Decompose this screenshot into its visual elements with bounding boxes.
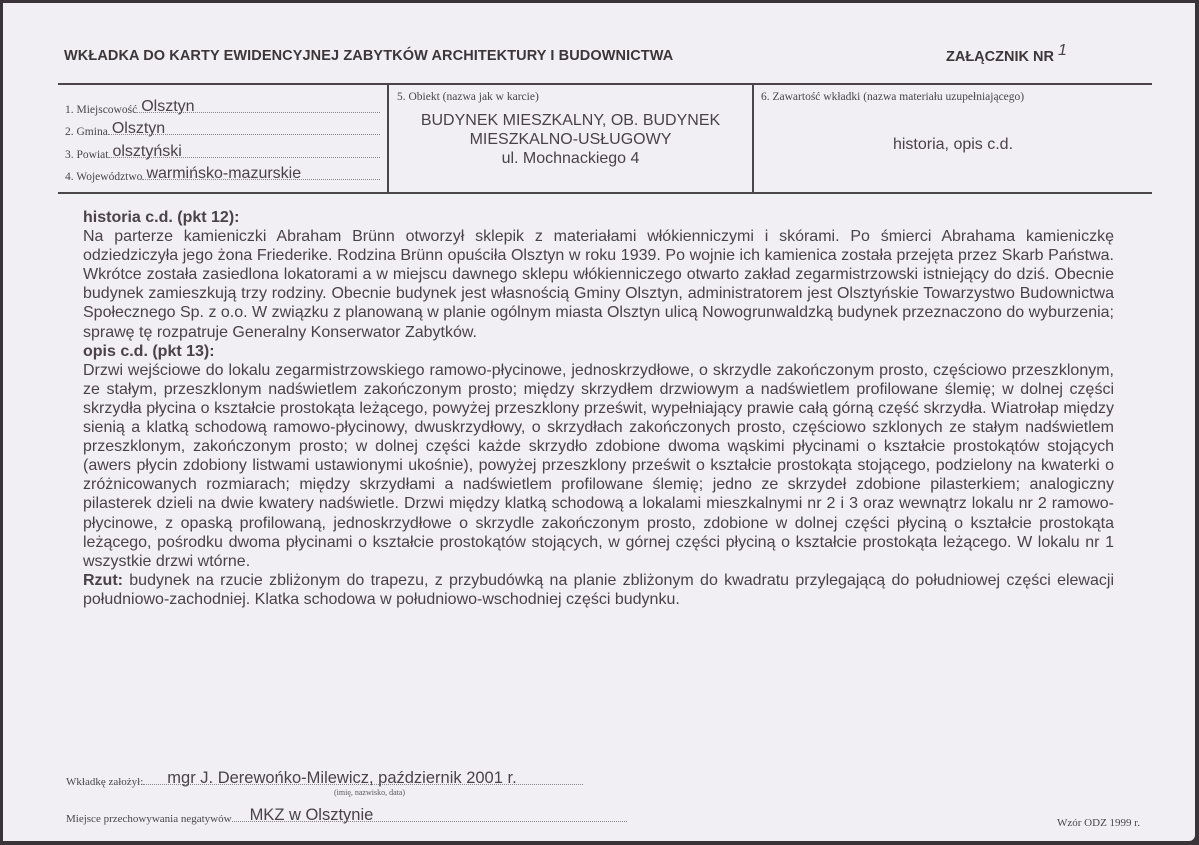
history-heading: historia c.d. (pkt 12): (83, 209, 240, 226)
negatives-value: MKZ w Olsztynie (249, 806, 374, 824)
object-address: ul. Mochnackiego 4 (501, 150, 640, 167)
field-value: Olsztyn (141, 98, 195, 115)
field-value: warmińsko-mazurskie (146, 165, 302, 182)
form-pattern-note: Wzór ODZ 1999 r. (1057, 817, 1141, 829)
author-value: mgr J. Derewońko-Milewicz, październik 2001 r. (167, 769, 517, 787)
object-name (389, 111, 752, 168)
plan-paragraph (83, 571, 1114, 609)
negatives-dotted-line (232, 803, 627, 822)
field-value: Olsztyn (111, 120, 166, 137)
description-heading: opis c.d. (pkt 13): (83, 342, 215, 360)
negatives-label: Miejsce przechowywania negatywów (66, 813, 232, 825)
field-label: 4. Województwo (65, 171, 143, 183)
field-label: 2. Gmina (65, 126, 108, 138)
document-title: WKŁADKA DO KARTY EWIDENCYJNEJ ZABYTKÓW ARCHITEKTURY I BUDOWNICTWA (64, 48, 674, 64)
object-label: 5. Obiekt (nazwa jak w karcie) (397, 91, 539, 103)
history-text: Na parterze kamieniczki Abraham Brünn otworzył sklepik z materiałami włókienniczymi i skórami. Po śmierci Abrahama kamieniczkę odziedziczyła jego żona Friederike. Rodzina Brünn opuściła Olsztyn w roku 1939. Po wojnie ich kamienica została przejęta przez Skarb Państwa. Wkrótce została zasiedlona lokatorami a w miejscu dawnego sklepu włókienniczego otwarto zakład zegarmistrzowski istniejący do dziś. Obecnie budynek zamieszkują trzy rodziny. Obecnie budynek jest własnością Gminy Olsztyn, administratorem jest Olsztyńskie Towarzystwo Budownictwa Społecznego Sp. z o.o. W związku z planowaną w planie ogólnym miasta Olsztyn ulicą Nowogrunwaldzką budynek przeznaczono do wyburzenia; sprawę tę rozpatruje Generalny Konserwator Zabytków. (83, 228, 1114, 341)
header-top-rule (58, 83, 1152, 85)
inventory-card-insert (3, 3, 1195, 841)
author-hint: (imię, nazwisko, data) (334, 788, 406, 797)
content-value: historia, opis c.d. (892, 136, 1014, 153)
field-dotted-line (137, 94, 380, 113)
field-value: olsztyński (112, 143, 182, 160)
author-dotted-line (143, 766, 583, 785)
document-body (83, 208, 1114, 609)
field-dotted-line (108, 139, 380, 158)
object-name-line: MIESZKALNO-USŁUGOWY (469, 131, 672, 148)
author-label: Wkładkę założył: (66, 776, 144, 788)
plan-text: budynek na rzucie zbliżonym do trapezu, z przybudówką na planie zbliżonym do kwadratu przylegającą do południowej części elewacji południowo-zachodniej. Klatka schodowa w południowo-wschodniej części budynku. (83, 571, 1114, 608)
description-text: Drzwi wejściowe do lokalu zegarmistrzowskiego ramowo-płycinowe, jednoskrzydłowe, o skrzydle zakończonym prosto, częściowo przeszklonym, ze stałym, przeszklonym nadświetlem zakończonym prosto; między skrzydłem drzwiowym a nadświetlem profilowane ślemię; w dolnej części skrzydła płycina o kształcie prostokąta leżącego, powyżej przeszklony prześwit, wypełniający prawie całą górną część skrzydła. Wiatrołap między sienią a klatką schodową ramowo-płycinowy, dwuskrzydłowy, o skrzydłach zakończonych prosto, częściowo szklonych ze stałym nadświetlem przeszklonym, zakończonym prosto; w dolnej części każde skrzydło zdobione dwoma wąskimi płycinami o kształcie prostokątów stojących (awers płycin zdobiony listwami ustawionymi ukośnie), powyżej przeszklony prześwit o kształcie prostokąta stojącego, podzielony na kwaterki o zróżnicowanych rozmiarach; między skrzydłami a nadświetlem profilowane ślemię; jedno ze skrzydeł zdobione pilasterkiem; analogiczny pilasterek dzieli na dwie kwatery nadświetle. Drzwi między klatką schodową a lokalami mieszkalnymi nr 2 i 3 oraz wewnątrz lokalu nr 2 ramowo-płycinowe, z opaską profilowaną, jednoskrzydłowe o skrzydle zakończonym prosto, zdobione w dolnej części płyciną o kształcie prostokąta leżącego, pośrodku dwoma płycinami o kształcie prostokątów stojących, w górnej części płyciną o kształcie prostokąta leżącego. W lokalu nr 1 wszystkie drzwi wtórne. (83, 361, 1114, 570)
plan-heading: Rzut: (83, 571, 123, 589)
field-voivodeship (65, 164, 380, 184)
object-name-line: BUDYNEK MIESZKALNY, OB. BUDYNEK (420, 112, 721, 129)
field-label: 1. Miejscowość (65, 104, 138, 116)
field-dotted-line (108, 116, 380, 135)
annex-label (946, 42, 1067, 66)
field-locality (65, 97, 380, 117)
annex-label-text: ZAŁĄCZNIK NR (946, 49, 1054, 65)
field-commune (65, 119, 380, 139)
negatives-field (66, 803, 627, 825)
field-county (65, 142, 380, 162)
field-label: 3. Powiat (65, 149, 109, 161)
author-field (66, 766, 583, 788)
field-dotted-line (142, 161, 380, 180)
header-bottom-rule (58, 192, 1152, 194)
content-label: 6. Zawartość wkładki (nazwa materiału uzupełniającego) (761, 91, 1025, 103)
annex-number: 1 (1057, 42, 1067, 59)
